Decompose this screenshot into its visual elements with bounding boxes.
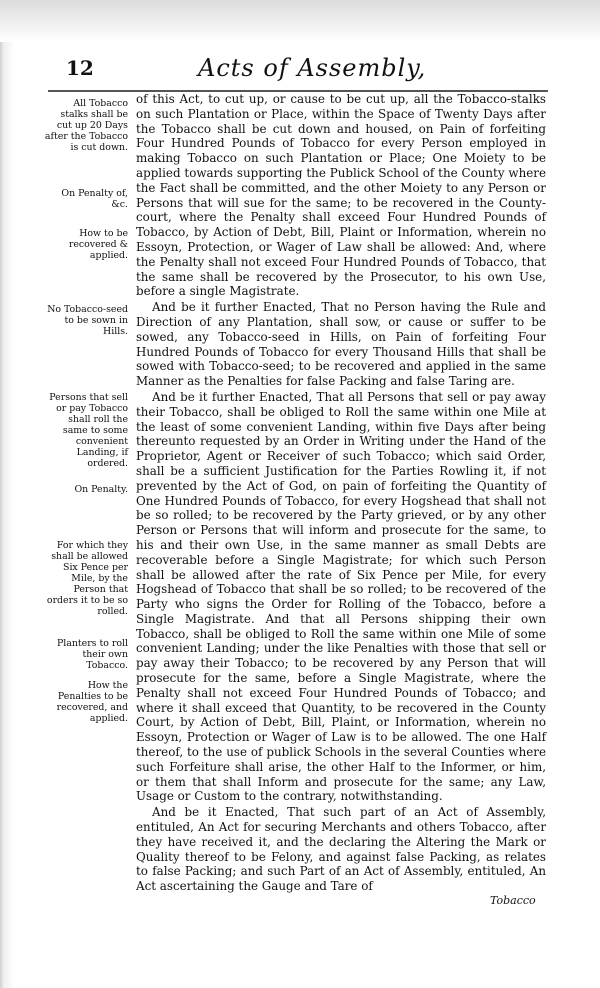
margin-note: All Tobacco stalks shall be cut up 20 Days after the Tobacco is cut down.	[44, 98, 128, 153]
margin-note: How to be recovered & applied.	[68, 228, 128, 261]
body-paragraph: And be it further Enacted, That all Persons that sell or pay away their Tobacco, shall be obliged to Roll the same within one Mile at the least of some convenient Landing, within five Days after being thereunto requested by an Order in Writing under the Hand of the Proprietor, Agent or Receiver of such Tobacco; which said Order, shall be a sufficient Justification for the Parties Rowling it, if not prevented by the Act of God, on pain of forfeiting the Quantity of One Hundred Pounds of Tobacco, for every Hogshead that shall not be so rolled; to be recovered by the Party grieved, or by any other Person or Persons that will inform and prosecute for the same, to his and their own Use, in the same manner as small Debts are recoverable before a Single Magistrate; for which such Person shall be allowed after the rate of Six Pence per Mile, for every Hogshead of Tobacco that shall be so rolled; to be recovered of the Party who signs the Order for Rolling of the Tobacco, before a Single Magistrate. And that all Persons shipping their own Tobacco, shall be obliged to Roll the same within one Mile of some convenient Landing; under the like Penalties with those that sell or pay away their Tobacco; to be recovered by any Person that will prosecute for the same, before a Single Magistrate, where the Penalty shall not exceed Four Hundred Pounds of Tobacco; and where it shall exceed that Quantity, to be recovered in the County Court, by Action of Debt, Bill, Plaint, or Information, wherein no Essoyn, Protection or Wager of Law is to be allowed. The one Half thereof, to the use of publick Schools in the several Counties where such Forfeiture shall arise, the other Half to the Informer, or him, or them that shall Inform and prosecute for the same; any Law, Usage or Custom to the contrary, notwithstanding.	[136, 389, 546, 804]
body-paragraph: And be it Enacted, That such part of an Act of Assembly, entituled, An Act for securing Merchants and others Tobacco, after they have received it, and the declaring the Altering the Mark or Quality thereof to be Felony, and against false Packing, as relates to false Packing; and such Part of an Act of Assembly, entituled, An Act ascertaining the Gauge and Tare of	[136, 805, 546, 894]
margin-note: No Tobacco-seed to be sown in Hills.	[47, 304, 128, 337]
page-number: 12	[66, 56, 94, 80]
body-paragraph: And be it further Enacted, That no Person having the Rule and Direction of any Plantation, shall sow, or cause or suffer to be sowed, any Tobacco-seed in Hills, on Pain of forfeiting Four Hundred Pounds of Tobacco for every Thousand Hills that shall be sowed with Tobacco-seed; to be recovered and applied in the same Manner as the Penalties for false Packing and false Taring are.	[136, 300, 546, 389]
catchword: Tobacco	[490, 894, 536, 907]
margin-note: For which they shall be allowed Six Pence per Mile, by the Person that orders it to be so rolled.	[46, 540, 128, 617]
margin-note: On Penalty of, &c.	[61, 188, 128, 210]
margin-note: On Penalty.	[74, 484, 128, 495]
margin-notes	[44, 92, 132, 892]
body-text	[136, 92, 546, 894]
top-scan-shadow	[0, 0, 600, 42]
page-header	[40, 48, 550, 88]
running-title: Acts of Assembly,	[198, 54, 427, 82]
margin-note: Planters to roll their own Tobacco.	[56, 638, 128, 671]
margin-note: Persons that sell or pay Tobacco shall roll the same to some convenient Landing, if ordered.	[49, 392, 128, 469]
margin-note: How the Penalties to be recovered, and applied.	[56, 680, 128, 724]
body-paragraph: of this Act, to cut up, or cause to be cut up, all the Tobacco-stalks on such Plantation or Place, within the Space of Twenty Days after the Tobacco shall be cut down and housed, on Pain of forfeiting Four Hundred Pounds of Tobacco for every Person employed in making Tobacco on such Plantation or Place; One Moiety to be applied towards supporting the Publick School of the County where the Fact shall be committed, and the other Moiety to any Person or Persons that will sue for the same; to be recovered in the County-court, where the Penalty shall exceed Four Hundred Pounds of Tobacco, by Action of Debt, Bill, Plaint or Information, wherein no Essoyn, Protection, or Wager of Law shall be allowed: And, where the Penalty shall not exceed Four Hundred Pounds of Tobacco, that the same shall be recovered by the Prosecutor, to his own Use, before a single Magistrate.	[136, 92, 546, 299]
